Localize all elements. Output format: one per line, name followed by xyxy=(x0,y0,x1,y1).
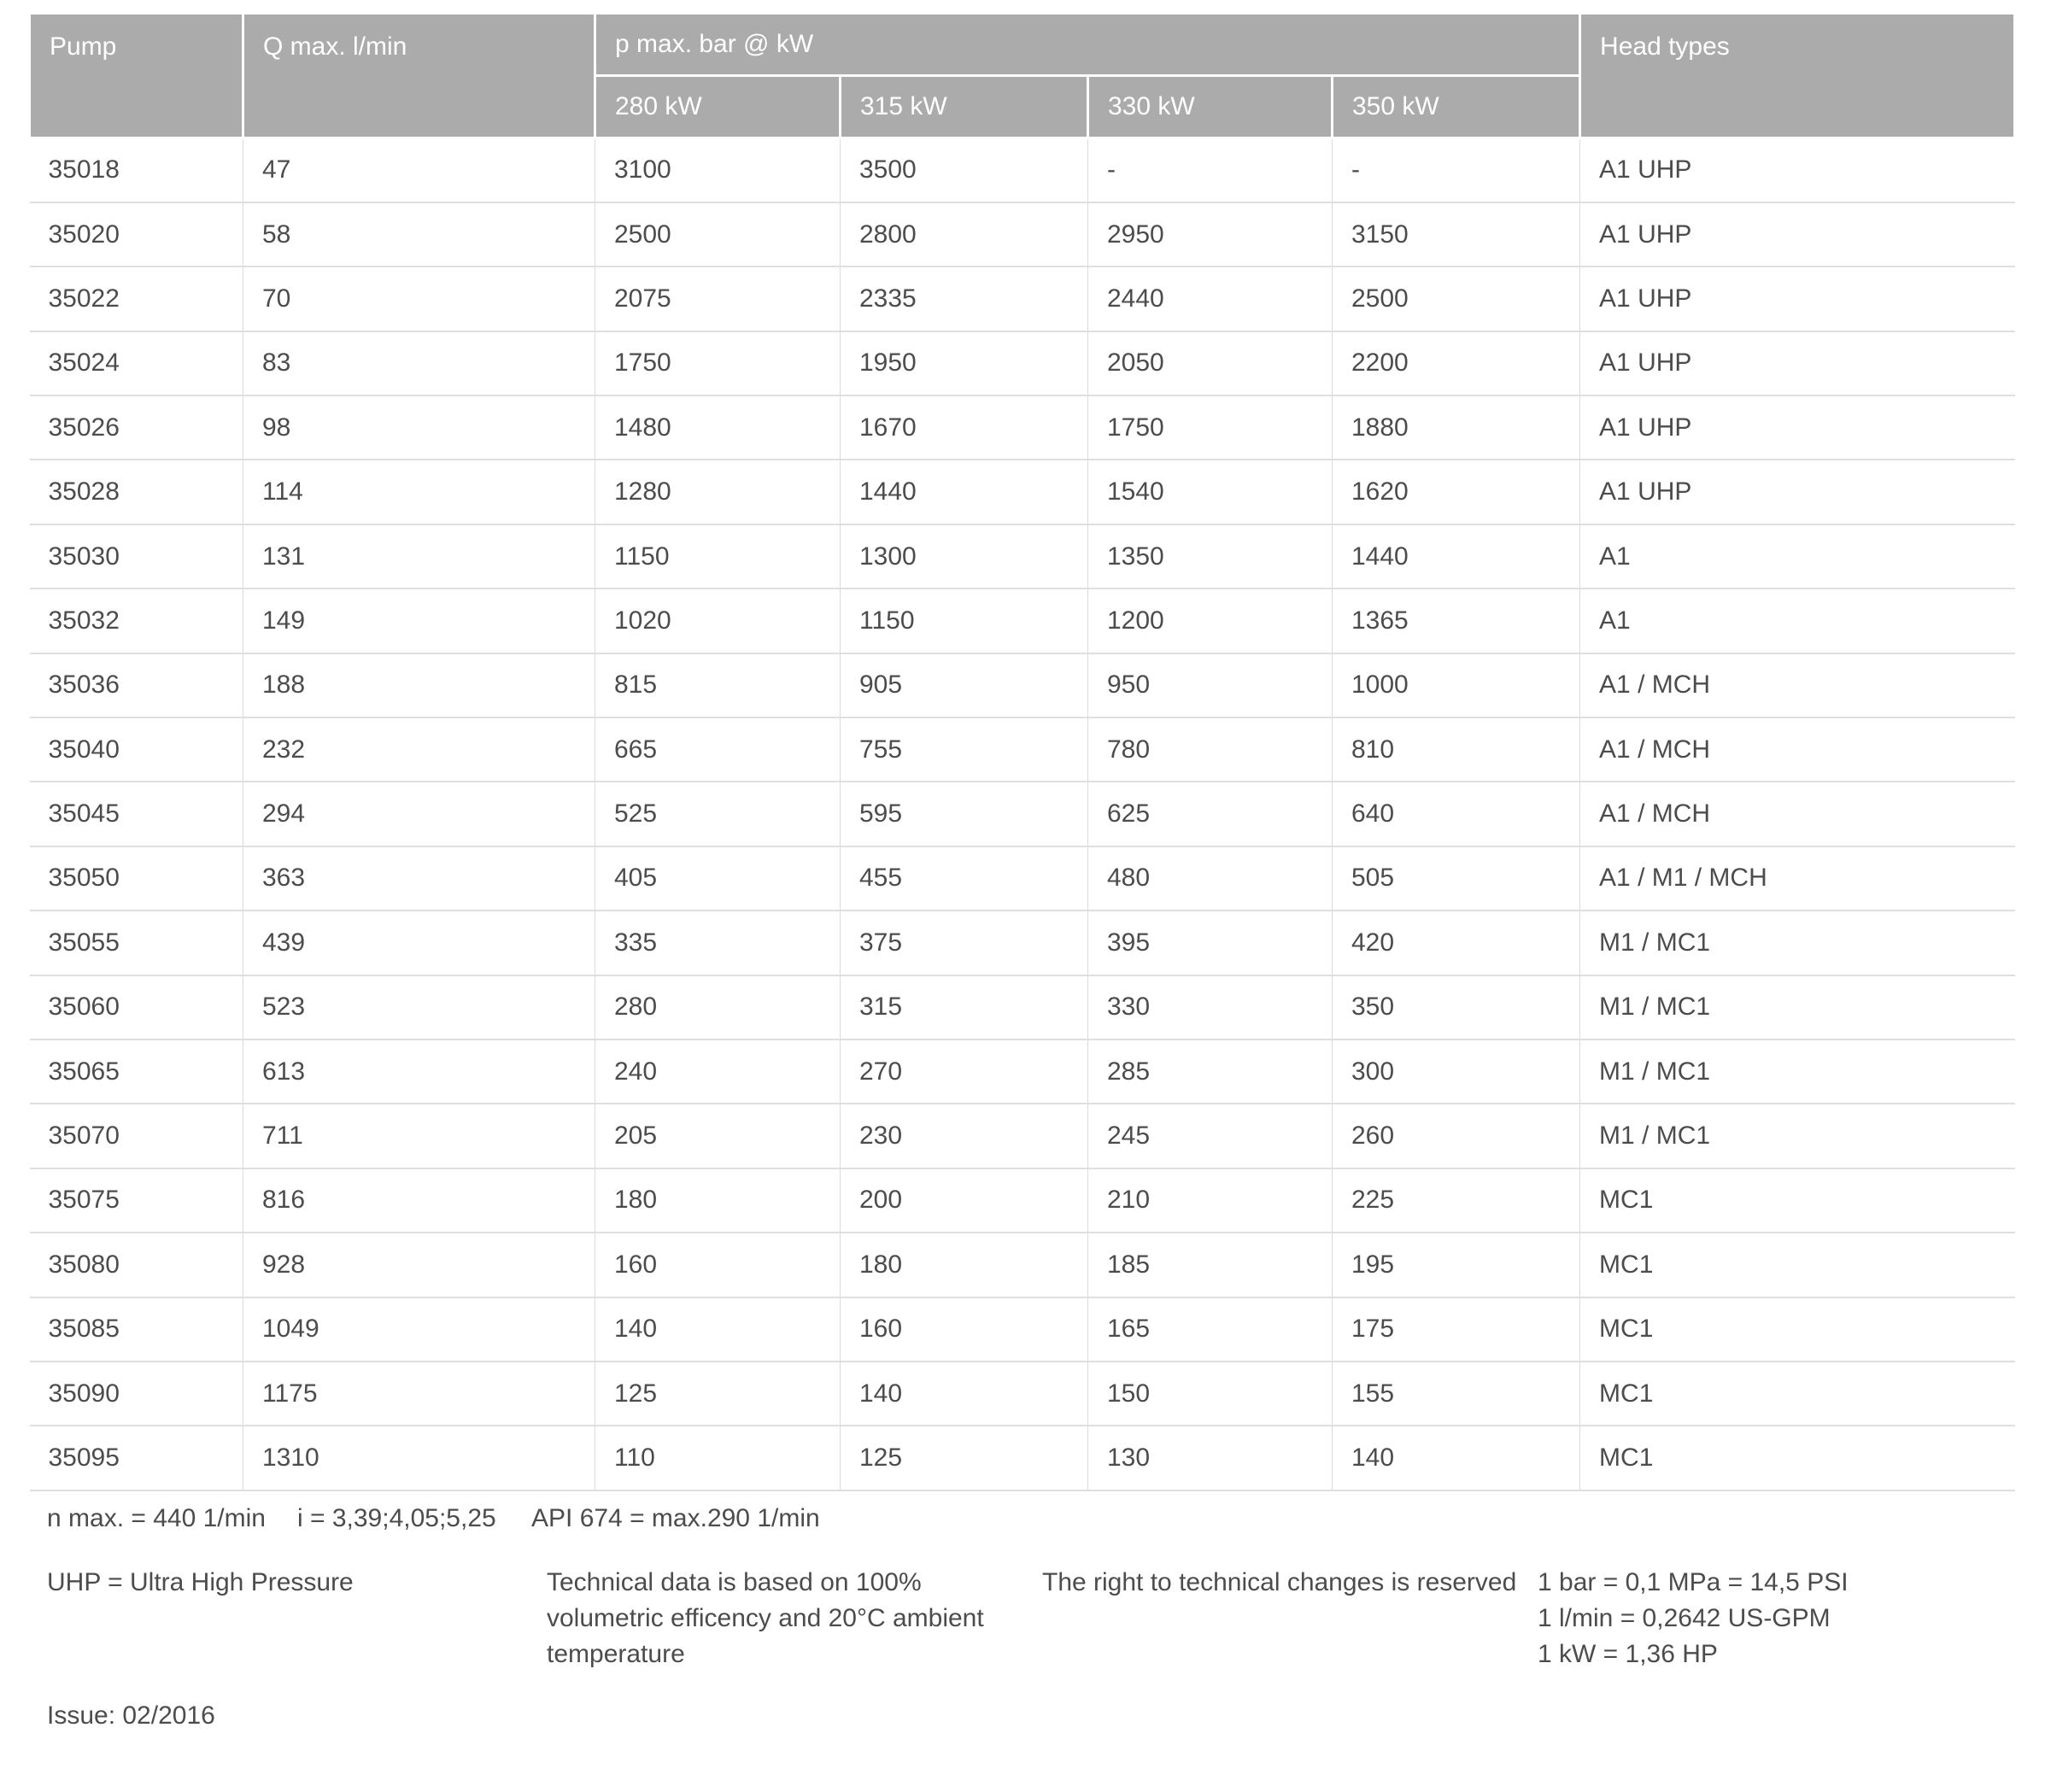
kw-330-cell: 1540 xyxy=(1088,460,1333,524)
kw-315-cell: 315 xyxy=(841,975,1088,1039)
kw-350-cell: 1440 xyxy=(1333,524,1580,589)
qmax-cell: 114 xyxy=(243,460,595,524)
pump-cell: 35095 xyxy=(30,1426,243,1490)
head-type-cell: M1 / MC1 xyxy=(1580,975,2015,1039)
qmax-cell: 928 xyxy=(243,1233,595,1297)
table-row xyxy=(30,460,2015,524)
kw-315-cell: 125 xyxy=(841,1426,1088,1490)
pump-cell: 35032 xyxy=(30,589,243,653)
table-row xyxy=(30,331,2015,395)
kw-315-cell: 3500 xyxy=(841,138,1088,202)
table-row xyxy=(30,1039,2015,1104)
kw-350-cell: 420 xyxy=(1333,911,1580,975)
qmax-cell: 1310 xyxy=(243,1426,595,1490)
conversion-bar: 1 bar = 0,1 MPa = 14,5 PSI xyxy=(1538,1568,1849,1596)
pump-cell: 35055 xyxy=(30,911,243,975)
qmax-cell: 188 xyxy=(243,653,595,717)
table-row xyxy=(30,1233,2015,1297)
qmax-cell: 816 xyxy=(243,1168,595,1233)
pump-cell: 35045 xyxy=(30,782,243,846)
kw-330-cell: - xyxy=(1088,138,1333,202)
kw-315-cell: 2335 xyxy=(841,266,1088,331)
column-header-head-types: Head types xyxy=(1580,14,2015,138)
head-type-cell: A1 xyxy=(1580,589,2015,653)
head-type-cell: M1 / MC1 xyxy=(1580,911,2015,975)
kw-315-cell: 230 xyxy=(841,1104,1088,1168)
kw-315-cell: 455 xyxy=(841,846,1088,911)
kw-280-cell: 180 xyxy=(595,1168,841,1233)
kw-350-cell: 140 xyxy=(1333,1426,1580,1490)
head-type-cell: A1 UHP xyxy=(1580,460,2015,524)
kw-330-cell: 1750 xyxy=(1088,395,1333,460)
table-row xyxy=(30,589,2015,653)
kw-350-cell: 175 xyxy=(1333,1297,1580,1362)
kw-315-cell: 755 xyxy=(841,717,1088,782)
kw-280-cell: 125 xyxy=(595,1362,841,1426)
column-header-330kw: 330 kW xyxy=(1088,76,1333,138)
table-row xyxy=(30,395,2015,460)
kw-330-cell: 625 xyxy=(1088,782,1333,846)
kw-280-cell: 205 xyxy=(595,1104,841,1168)
table-row xyxy=(30,1362,2015,1426)
qmax-cell: 58 xyxy=(243,202,595,266)
qmax-cell: 294 xyxy=(243,782,595,846)
pump-cell: 35024 xyxy=(30,331,243,395)
kw-330-cell: 210 xyxy=(1088,1168,1333,1233)
kw-315-cell: 160 xyxy=(841,1297,1088,1362)
kw-350-cell: 350 xyxy=(1333,975,1580,1039)
column-header-280kw: 280 kW xyxy=(595,76,841,138)
qmax-cell: 711 xyxy=(243,1104,595,1168)
kw-350-cell: 810 xyxy=(1333,717,1580,782)
kw-350-cell: 1000 xyxy=(1333,653,1580,717)
head-type-cell: A1 UHP xyxy=(1580,395,2015,460)
qmax-cell: 363 xyxy=(243,846,595,911)
kw-350-cell: 2200 xyxy=(1333,331,1580,395)
kw-330-cell: 330 xyxy=(1088,975,1333,1039)
table-row xyxy=(30,138,2015,202)
head-type-cell: MC1 xyxy=(1580,1426,2015,1490)
kw-330-cell: 780 xyxy=(1088,717,1333,782)
head-type-cell: MC1 xyxy=(1580,1233,2015,1297)
kw-330-cell: 2950 xyxy=(1088,202,1333,266)
qmax-cell: 83 xyxy=(243,331,595,395)
footnote-technical-line: volumetric efficency and 20°C ambient xyxy=(547,1604,984,1632)
head-type-cell: A1 xyxy=(1580,524,2015,589)
kw-330-cell: 150 xyxy=(1088,1362,1333,1426)
kw-350-cell: 505 xyxy=(1333,846,1580,911)
kw-280-cell: 2500 xyxy=(595,202,841,266)
kw-280-cell: 405 xyxy=(595,846,841,911)
kw-315-cell: 180 xyxy=(841,1233,1088,1297)
kw-315-cell: 1150 xyxy=(841,589,1088,653)
qmax-cell: 70 xyxy=(243,266,595,331)
column-header-pmax-group: p max. bar @ kW xyxy=(595,14,1580,76)
kw-280-cell: 240 xyxy=(595,1039,841,1104)
pump-cell: 35060 xyxy=(30,975,243,1039)
table-row xyxy=(30,202,2015,266)
kw-280-cell: 2075 xyxy=(595,266,841,331)
kw-330-cell: 480 xyxy=(1088,846,1333,911)
footnote-technical-line: temperature xyxy=(547,1640,685,1668)
pump-cell: 35028 xyxy=(30,460,243,524)
pump-cell: 35050 xyxy=(30,846,243,911)
kw-280-cell: 3100 xyxy=(595,138,841,202)
kw-280-cell: 1150 xyxy=(595,524,841,589)
table-row xyxy=(30,1297,2015,1362)
pump-cell: 35018 xyxy=(30,138,243,202)
head-type-cell: A1 UHP xyxy=(1580,138,2015,202)
kw-330-cell: 245 xyxy=(1088,1104,1333,1168)
kw-330-cell: 185 xyxy=(1088,1233,1333,1297)
kw-280-cell: 1280 xyxy=(595,460,841,524)
head-type-cell: A1 / MCH xyxy=(1580,717,2015,782)
kw-315-cell: 1670 xyxy=(841,395,1088,460)
head-type-cell: A1 / MCH xyxy=(1580,653,2015,717)
pump-cell: 35075 xyxy=(30,1168,243,1233)
qmax-cell: 523 xyxy=(243,975,595,1039)
qmax-cell: 1175 xyxy=(243,1362,595,1426)
footnote-technical-basis xyxy=(547,1565,984,1672)
kw-350-cell: 1365 xyxy=(1333,589,1580,653)
pump-cell: 35040 xyxy=(30,717,243,782)
table-row xyxy=(30,846,2015,911)
column-header-350kw: 350 kW xyxy=(1333,76,1580,138)
footnote-specs-line xyxy=(0,1501,2045,1537)
qmax-cell: 47 xyxy=(243,138,595,202)
head-type-cell: M1 / MC1 xyxy=(1580,1039,2015,1104)
column-header-pump: Pump xyxy=(30,14,243,138)
footnote-unit-conversions xyxy=(1538,1565,1849,1672)
qmax-cell: 149 xyxy=(243,589,595,653)
table-row xyxy=(30,1104,2015,1168)
head-type-cell: MC1 xyxy=(1580,1297,2015,1362)
kw-280-cell: 140 xyxy=(595,1297,841,1362)
table-row xyxy=(30,975,2015,1039)
kw-330-cell: 1350 xyxy=(1088,524,1333,589)
kw-280-cell: 525 xyxy=(595,782,841,846)
qmax-cell: 439 xyxy=(243,911,595,975)
conversion-kw: 1 kW = 1,36 HP xyxy=(1538,1640,1718,1668)
head-type-cell: MC1 xyxy=(1580,1362,2015,1426)
footnote-i-ratios: i = 3,39;4,05;5,25 xyxy=(297,1504,496,1532)
qmax-cell: 98 xyxy=(243,395,595,460)
kw-315-cell: 270 xyxy=(841,1039,1088,1104)
kw-350-cell: 3150 xyxy=(1333,202,1580,266)
kw-330-cell: 950 xyxy=(1088,653,1333,717)
table-header xyxy=(30,14,2015,138)
table-row xyxy=(30,653,2015,717)
kw-330-cell: 1200 xyxy=(1088,589,1333,653)
footnote-rights-reserved: The right to technical changes is reserved xyxy=(1042,1568,1517,1596)
kw-280-cell: 160 xyxy=(595,1233,841,1297)
kw-330-cell: 2050 xyxy=(1088,331,1333,395)
column-header-qmax: Q max. l/min xyxy=(243,14,595,138)
qmax-cell: 1049 xyxy=(243,1297,595,1362)
kw-315-cell: 2800 xyxy=(841,202,1088,266)
pump-cell: 35020 xyxy=(30,202,243,266)
pump-data-table xyxy=(28,12,2016,1491)
kw-350-cell: 2500 xyxy=(1333,266,1580,331)
kw-330-cell: 2440 xyxy=(1088,266,1333,331)
kw-330-cell: 165 xyxy=(1088,1297,1333,1362)
head-type-cell: A1 UHP xyxy=(1580,202,2015,266)
kw-330-cell: 395 xyxy=(1088,911,1333,975)
kw-315-cell: 905 xyxy=(841,653,1088,717)
kw-350-cell: 260 xyxy=(1333,1104,1580,1168)
kw-350-cell: 1880 xyxy=(1333,395,1580,460)
head-type-cell: A1 / MCH xyxy=(1580,782,2015,846)
head-type-cell: A1 UHP xyxy=(1580,266,2015,331)
kw-330-cell: 130 xyxy=(1088,1426,1333,1490)
kw-330-cell: 285 xyxy=(1088,1039,1333,1104)
kw-350-cell: 300 xyxy=(1333,1039,1580,1104)
kw-315-cell: 1950 xyxy=(841,331,1088,395)
kw-280-cell: 665 xyxy=(595,717,841,782)
kw-280-cell: 1020 xyxy=(595,589,841,653)
pump-cell: 35026 xyxy=(30,395,243,460)
kw-280-cell: 815 xyxy=(595,653,841,717)
kw-350-cell: 155 xyxy=(1333,1362,1580,1426)
issue-date: Issue: 02/2016 xyxy=(47,1701,215,1730)
pump-cell: 35070 xyxy=(30,1104,243,1168)
column-header-315kw: 315 kW xyxy=(841,76,1088,138)
kw-315-cell: 595 xyxy=(841,782,1088,846)
kw-280-cell: 335 xyxy=(595,911,841,975)
kw-315-cell: 375 xyxy=(841,911,1088,975)
head-type-cell: MC1 xyxy=(1580,1168,2015,1233)
footnote-technical-line: Technical data is based on 100% xyxy=(547,1568,922,1596)
pump-cell: 35085 xyxy=(30,1297,243,1362)
table-row xyxy=(30,1168,2015,1233)
table-row xyxy=(30,911,2015,975)
table-row xyxy=(30,717,2015,782)
head-type-cell: M1 / MC1 xyxy=(1580,1104,2015,1168)
table-body xyxy=(30,138,2015,1490)
qmax-cell: 131 xyxy=(243,524,595,589)
pump-cell: 35065 xyxy=(30,1039,243,1104)
kw-280-cell: 280 xyxy=(595,975,841,1039)
table-row xyxy=(30,782,2015,846)
kw-280-cell: 1480 xyxy=(595,395,841,460)
kw-350-cell: 225 xyxy=(1333,1168,1580,1233)
qmax-cell: 232 xyxy=(243,717,595,782)
footnote-uhp-definition: UHP = Ultra High Pressure xyxy=(47,1568,354,1596)
kw-280-cell: 1750 xyxy=(595,331,841,395)
kw-280-cell: 110 xyxy=(595,1426,841,1490)
head-type-cell: A1 UHP xyxy=(1580,331,2015,395)
kw-350-cell: 1620 xyxy=(1333,460,1580,524)
kw-315-cell: 200 xyxy=(841,1168,1088,1233)
kw-315-cell: 140 xyxy=(841,1362,1088,1426)
kw-350-cell: 195 xyxy=(1333,1233,1580,1297)
pump-cell: 35080 xyxy=(30,1233,243,1297)
table-row xyxy=(30,266,2015,331)
kw-315-cell: 1300 xyxy=(841,524,1088,589)
table-row xyxy=(30,524,2015,589)
table-row xyxy=(30,1426,2015,1490)
footnote-api674: API 674 = max.290 1/min xyxy=(531,1504,820,1532)
pump-cell: 35022 xyxy=(30,266,243,331)
head-type-cell: A1 / M1 / MCH xyxy=(1580,846,2015,911)
conversion-lmin: 1 l/min = 0,2642 US-GPM xyxy=(1538,1604,1831,1632)
pump-cell: 35030 xyxy=(30,524,243,589)
footnote-n-max: n max. = 440 1/min xyxy=(47,1504,266,1532)
qmax-cell: 613 xyxy=(243,1039,595,1104)
kw-315-cell: 1440 xyxy=(841,460,1088,524)
pump-cell: 35036 xyxy=(30,653,243,717)
kw-350-cell: 640 xyxy=(1333,782,1580,846)
kw-350-cell: - xyxy=(1333,138,1580,202)
pump-cell: 35090 xyxy=(30,1362,243,1426)
